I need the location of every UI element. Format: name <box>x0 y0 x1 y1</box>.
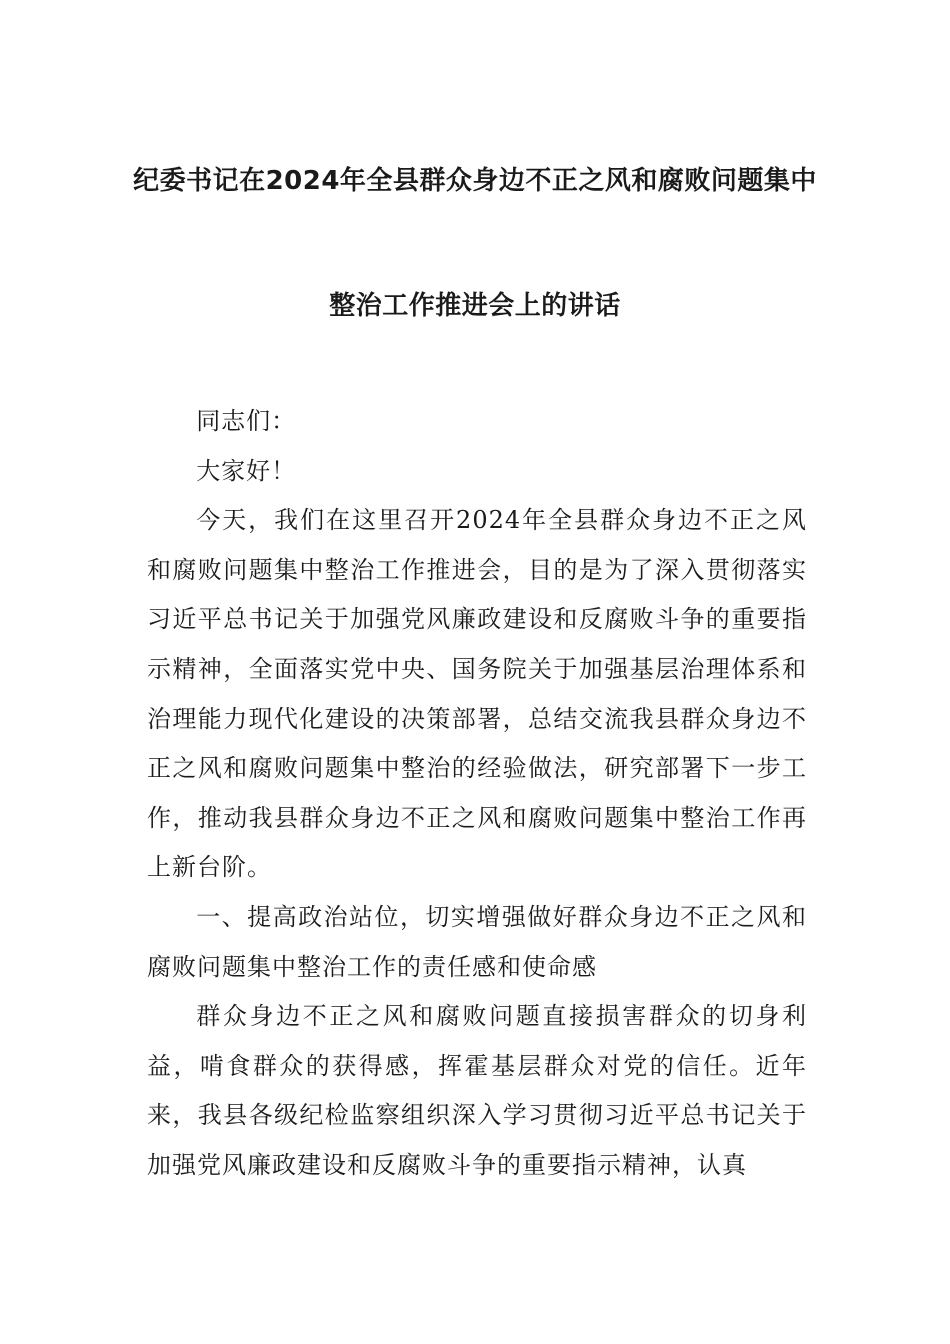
salutation-paragraph: 同志们： <box>196 407 297 435</box>
section-heading-1: 一、提高政治站位，切实增强做好群众身边不正之风和腐败问题集中整治工作的责任感和使命感 <box>147 902 807 981</box>
intro-paragraph: 今天，我们在这里召开2024年全县群众身边不正之风和腐败问题集中整治工作推进会，目的是为了深入贯彻落实习近平总书记关于加强党风廉政建设和反腐败斗争的重要指示精神，全面落实党中央、国务院关于加强基层治理体系和治理能力现代化建设的决策部署，总结交流我县群众身边不正之风和腐败问题集中整治的经验做法，研究部署下一步工作，推动我县群众身边不正之风和腐败问题集中整治工作再上新台阶。 <box>147 506 807 882</box>
greeting-paragraph: 大家好！ <box>196 456 297 485</box>
section-1-paragraph: 群众身边不正之风和腐败问题直接损害群众的切身利益，啃食群众的获得感，挥霍基层群众对党的信任。近年来，我县各级纪检监察组织深入学习贯彻习近平总书记关于加强党风廉政建设和反腐败斗争的重要指示精神，认真 <box>147 1002 807 1179</box>
document-title-line-2: 整治工作推进会上的讲话 <box>329 291 621 321</box>
document-title-line-1: 纪委书记在2024年全县群众身边不正之风和腐败问题集中 <box>133 166 817 196</box>
document-body <box>147 397 807 1191</box>
